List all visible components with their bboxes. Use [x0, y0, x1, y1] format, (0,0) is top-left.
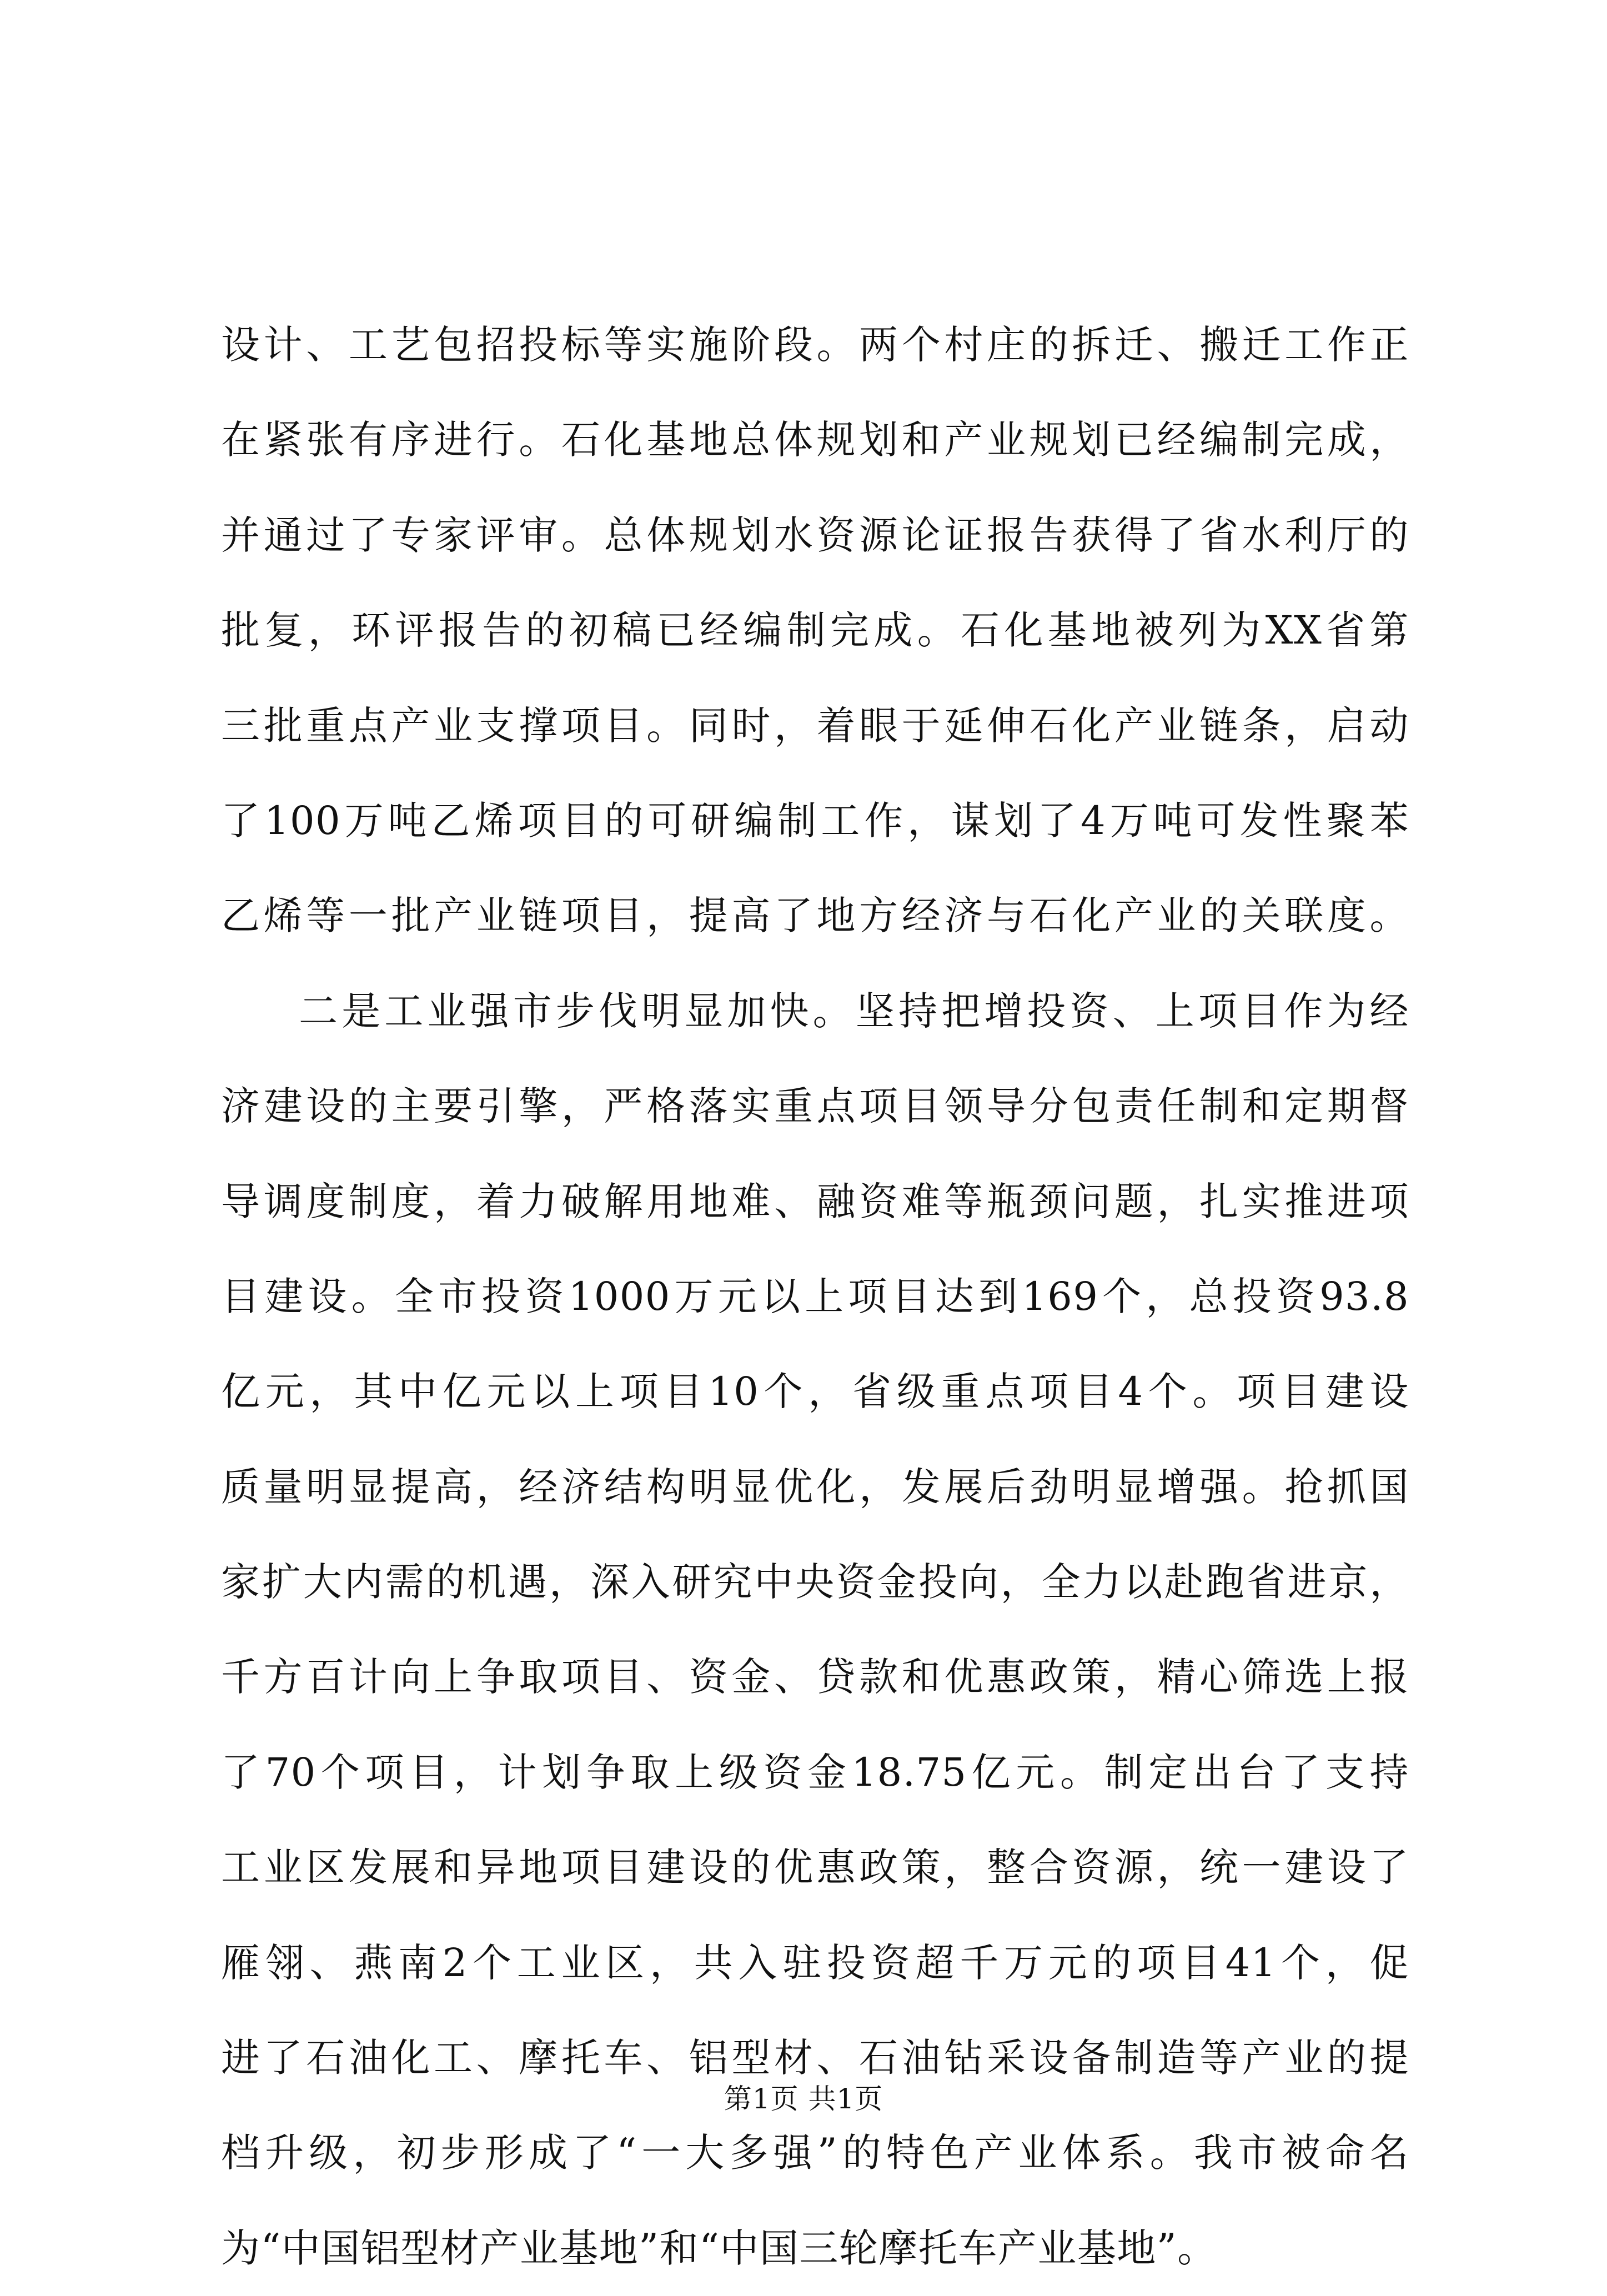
text-line-18: 雁翎、燕南2个工业区，共入驻投资超千万元的项目41个，促	[221, 1940, 1409, 1986]
text-line-14: 家扩大内需的机遇，深入研究中央资金投向，全力以赴跑省进京，	[221, 1559, 1409, 1605]
text-line-13: 质量明显提高，经济结构明显优化，发展后劲明显增强。抢抓国	[221, 1464, 1409, 1510]
document-body	[221, 298, 1409, 2296]
text-line-2: 在紧张有序进行。石化基地总体规划和产业规划已经编制完成，	[221, 417, 1409, 463]
text-line-7: 乙烯等一批产业链项目，提高了地方经济与石化产业的关联度。	[221, 893, 1409, 939]
page-footer: 第1页 共1页	[724, 2083, 883, 2115]
text-line-4: 批复，环评报告的初稿已经编制完成。石化基地被列为XX省第	[221, 607, 1409, 654]
text-line-6: 了100万吨乙烯项目的可研编制工作，谋划了4万吨可发性聚苯	[221, 797, 1409, 843]
text-line-11: 目建设。全市投资1000万元以上项目达到169个，总投资93.8	[221, 1273, 1409, 1319]
text-line-10: 导调度制度，着力破解用地难、融资难等瓶颈问题，扎实推进项	[221, 1178, 1409, 1224]
text-line-9: 济建设的主要引擎，严格落实重点项目领导分包责任制和定期督	[221, 1083, 1409, 1129]
text-line-12: 亿元，其中亿元以上项目10个，省级重点项目4个。项目建设	[221, 1369, 1409, 1415]
text-line-17: 工业区发展和异地项目建设的优惠政策，整合资源，统一建设了	[221, 1845, 1409, 1891]
text-line-21: 为“中国铝型材产业基地”和“中国三轮摩托车产业基地”。	[221, 2225, 1217, 2271]
text-line-20: 档升级，初步形成了“一大多强”的特色产业体系。我市被命名	[221, 2130, 1409, 2176]
text-line-3: 并通过了专家评审。总体规划水资源论证报告获得了省水利厅的	[221, 512, 1409, 558]
text-line-16: 了70个项目，计划争取上级资金18.75亿元。制定出台了支持	[221, 1749, 1409, 1795]
text-line-1: 设计、工艺包招投标等实施阶段。两个村庄的拆迁、搬迁工作正	[221, 322, 1409, 368]
text-line-5: 三批重点产业支撑项目。同时，着眼于延伸石化产业链条，启动	[221, 702, 1409, 748]
text-line-19: 进了石油化工、摩托车、铝型材、石油钻采设备制造等产业的提	[221, 2035, 1409, 2081]
text-line-15: 千方百计向上争取项目、资金、贷款和优惠政策，精心筛选上报	[221, 1654, 1409, 1700]
paragraph-start-line: 二是工业强市步伐明显加快。坚持把增投资、上项目作为经	[299, 988, 1409, 1034]
